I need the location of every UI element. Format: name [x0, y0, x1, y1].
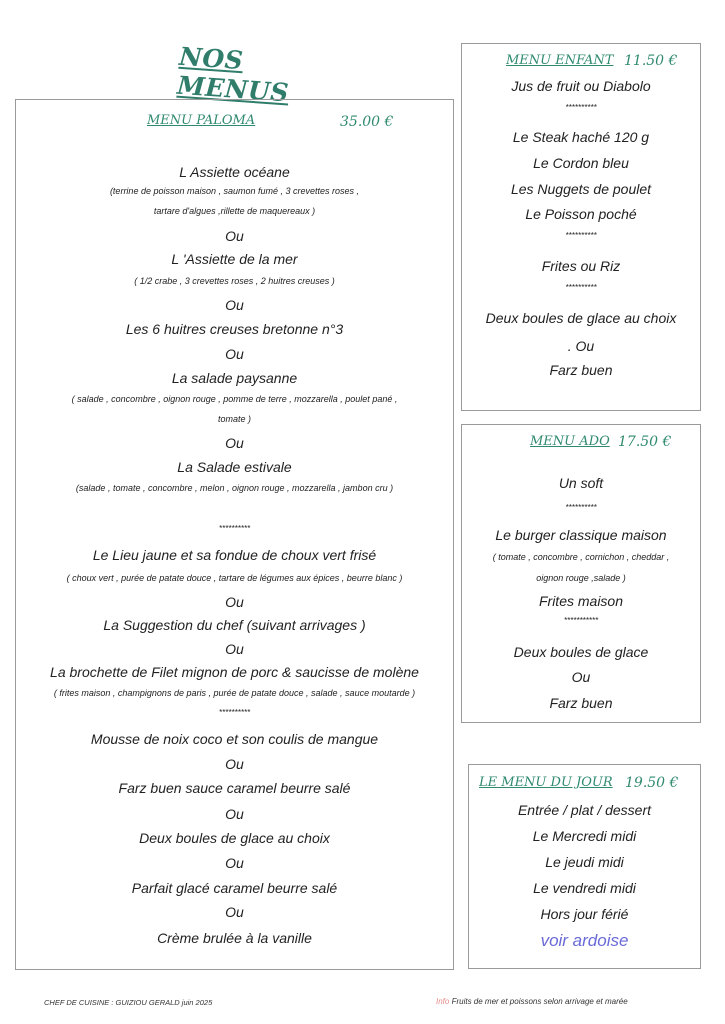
dish-name: Les Nuggets de poulet [510, 181, 652, 197]
dish-description: (terrine de poisson maison , saumon fumé , 3 crevettes roses , [109, 186, 360, 196]
info-label: Info [436, 997, 450, 1006]
dish-description: tartare d'algues ,rillette de maquereaux ) [153, 206, 316, 216]
stars-divider: ********** [565, 103, 597, 112]
dish-name: Hors jour férié [540, 906, 629, 922]
dish-name: Le burger classique maison [495, 527, 667, 543]
menu-paloma-title: MENU PALOMA [147, 113, 256, 128]
menu-ado-title: MENU ADO [530, 434, 610, 449]
menu-enfant-price: 11.50 € [624, 53, 678, 69]
dish-name: La salade paysanne [171, 370, 298, 386]
dish-name: Crème brulée à la vanille [157, 930, 312, 946]
separator-ou: Ou [225, 228, 244, 244]
dish-name: Un soft [558, 475, 604, 491]
dish-name: Jus de fruit ou Diabolo [511, 78, 651, 94]
dish-name: Frites maison [538, 593, 624, 609]
dish-description: (salade , tomate , concombre , melon , oignon rouge , mozzarella , jambon cru ) [75, 483, 394, 493]
dish-name: Farz buen [549, 695, 613, 711]
dish-name: Deux boules de glace au choix [485, 310, 677, 326]
dish-name: Farz buen sauce caramel beurre salé [118, 780, 351, 796]
menu-paloma-price: 35.00 € [340, 114, 394, 130]
separator-ou: Ou [225, 806, 244, 822]
separator-ou: Ou [225, 855, 244, 871]
dish-name: Parfait glacé caramel beurre salé [131, 880, 338, 896]
footer-info [436, 997, 628, 1006]
menu-ado-box [461, 424, 701, 723]
menu-du-jour-title: LE MENU DU JOUR [479, 775, 613, 790]
separator-ou: Ou [225, 594, 244, 610]
dish-description: oignon rouge ,salade ) [536, 573, 626, 583]
separator-ou: Ou [225, 641, 244, 657]
separator-ou: Ou [225, 346, 244, 362]
menu-enfant-box [461, 43, 701, 411]
stars-divider: ********** [565, 283, 597, 292]
dish-name: Mousse de noix coco et son coulis de mangue [90, 731, 379, 747]
dish-name: L Assiette océane [179, 164, 290, 180]
dish-name: Deux boules de glace au choix [139, 830, 330, 846]
dish-name: Le vendredi midi [533, 880, 636, 896]
dish-description: ( 1/2 crabe , 3 crevettes roses , 2 huitres creuses ) [134, 276, 335, 286]
dish-description: ( salade , concombre , oignon rouge , pomme de terre , mozzarella , poulet pané , [71, 394, 398, 404]
stars-divider: ********** [565, 503, 597, 512]
page-title: NOS MENUS [176, 41, 290, 108]
dish-description: tomate ) [217, 414, 251, 424]
dish-name: Deux boules de glace [513, 644, 649, 660]
separator-ou: Ou [571, 669, 591, 685]
stars-divider: *********** [563, 616, 599, 625]
voir-ardoise-link: voir ardoise [540, 931, 629, 950]
dish-name: La Salade estivale [177, 459, 292, 475]
dish-name: Les 6 huitres creuses bretonne n°3 [125, 321, 344, 337]
dish-name: La Suggestion du chef (suivant arrivages ) [103, 617, 366, 633]
separator-ou: Ou [225, 756, 244, 772]
chef-credit: CHEF DE CUISINE : GUIZIOU GERALD juin 2025 [44, 998, 213, 1007]
dish-description: ( tomate , concombre , cornichon , cheddar , [492, 552, 670, 562]
dish-name: Le jeudi midi [545, 854, 624, 870]
menu-du-jour-box [468, 764, 701, 969]
stars-divider: ********** [218, 524, 251, 533]
dish-name: Farz buen [549, 362, 613, 378]
stars-divider: ********** [218, 708, 251, 717]
dish-name: Le Poisson poché [525, 206, 637, 222]
dish-name: Le Cordon bleu [533, 155, 629, 171]
info-text: Fruits de mer et poissons selon arrivage et marée [449, 997, 628, 1006]
separator-ou: Ou [225, 435, 244, 451]
dish-description: ( frites maison , champignons de paris , purée de patate douce , salade , sauce moutarde ) [53, 688, 416, 698]
separator-ou: . Ou [567, 338, 595, 354]
dish-name: La brochette de Filet mignon de porc & saucisse de molène [50, 664, 419, 680]
dish-name: Le Steak haché 120 g [512, 129, 650, 145]
menu-enfant-title: MENU ENFANT [506, 53, 614, 68]
separator-ou: Ou [225, 904, 244, 920]
stars-divider: ********** [565, 231, 597, 240]
dish-description: ( choux vert , purée de patate douce , tartare de légumes aux épices , beurre blanc ) [66, 573, 403, 583]
dish-name: Entrée / plat / dessert [517, 802, 652, 818]
dish-name: Le Lieu jaune et sa fondue de choux vert frisé [92, 547, 377, 563]
menu-paloma-box [15, 99, 454, 970]
dish-name: Le Mercredi midi [532, 828, 637, 844]
menu-ado-price: 17.50 € [618, 434, 672, 450]
separator-ou: Ou [225, 297, 244, 313]
dish-name: Frites ou Riz [541, 258, 621, 274]
menu-du-jour-price: 19.50 € [625, 775, 679, 791]
dish-name: L 'Assiette de la mer [171, 251, 298, 267]
